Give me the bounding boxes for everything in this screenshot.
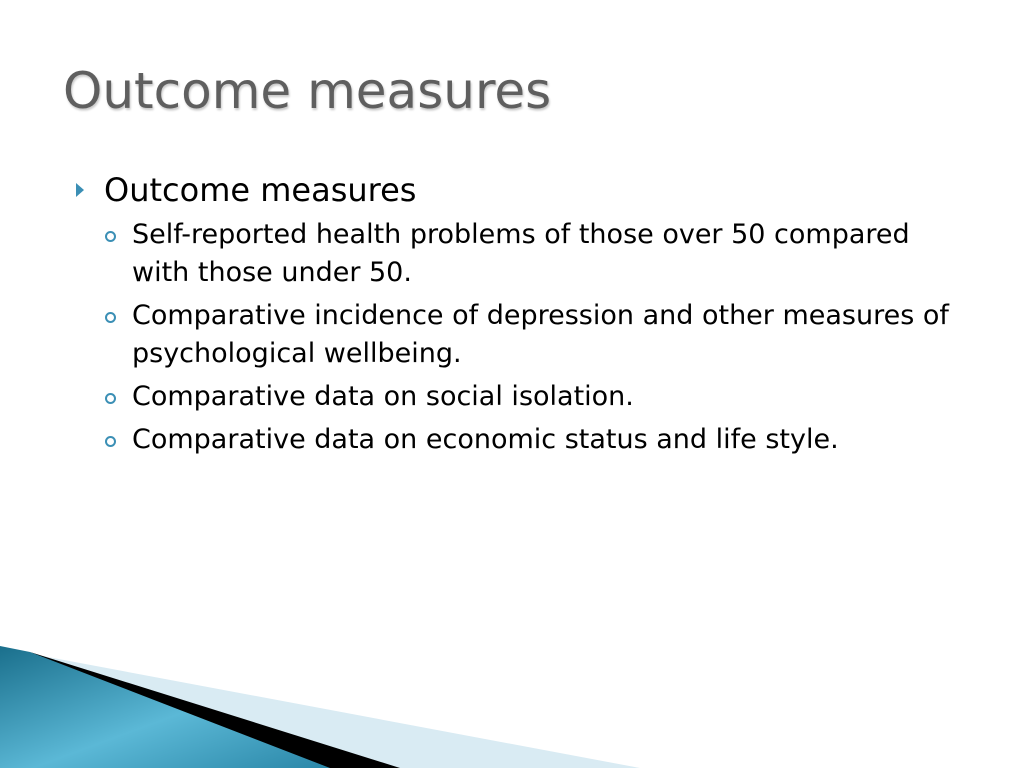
arrow-bullet-icon <box>76 183 84 197</box>
sub-bullet-text: Comparative data on economic status and life style. <box>132 424 839 455</box>
bullet-level-1 <box>74 168 974 212</box>
ring-bullet-icon <box>105 231 116 242</box>
sub-bullet-item <box>74 378 952 416</box>
sub-bullet-list <box>74 216 974 459</box>
ring-bullet-icon <box>105 393 116 404</box>
sub-bullet-item <box>74 297 952 373</box>
sub-bullet-item <box>74 421 952 459</box>
sub-bullet-text: Comparative data on social isolation. <box>132 381 634 412</box>
sub-bullet-text: Comparative incidence of depression and other measures of psychological wellbeing. <box>132 300 949 369</box>
ring-bullet-icon <box>105 436 116 447</box>
decorative-footer-wave <box>0 638 1024 768</box>
sub-bullet-item <box>74 216 952 292</box>
sub-bullet-text: Self-reported health problems of those over 50 compared with those under 50. <box>132 219 910 288</box>
ring-bullet-icon <box>105 312 116 323</box>
slide-title: Outcome measures <box>63 62 552 120</box>
slide-body <box>74 168 974 464</box>
bullet-text: Outcome measures <box>104 171 417 209</box>
